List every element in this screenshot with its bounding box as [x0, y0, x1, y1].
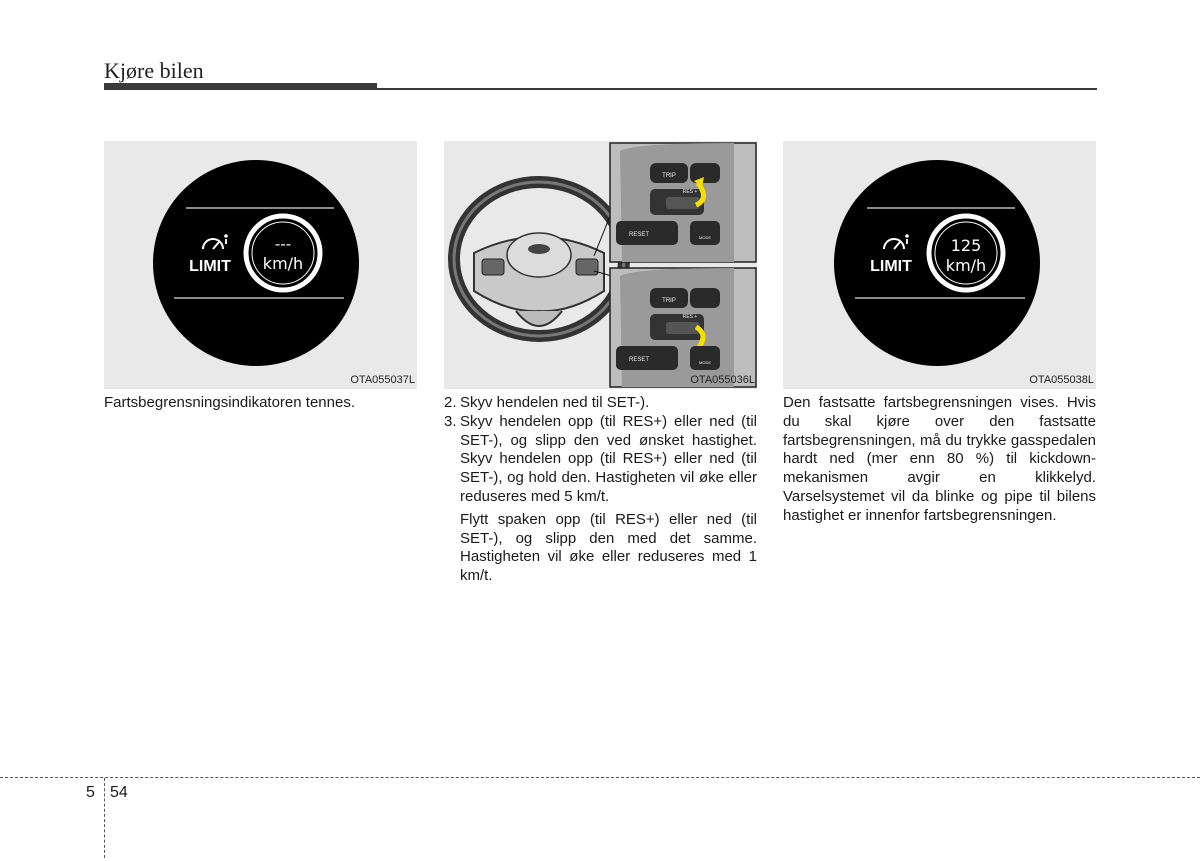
switch-inset-lower [610, 268, 756, 387]
limit-label: LIMIT [189, 258, 231, 275]
trip-button-label: TRIP [662, 173, 676, 179]
figure-steering-wheel [444, 141, 757, 389]
step-number: 2. [444, 394, 457, 411]
step-item [444, 394, 757, 413]
limit-speed-unit: km/h [945, 256, 987, 275]
description-text: Den fastsatte fartsbegrensningen vises. Hvis du skal kjøre over den fastsatte fartsbegrensningen, må du trykke gasspedalen hardt ned (mer enn 80 %) til kickdown-mekanismen avgir en klikkelyd. Varselsystemet vil da blinke og pipe til bilens hastighet er innenfor fartsbegrensningen. [783, 394, 1096, 524]
res-label-lower: RES + [682, 314, 698, 320]
page-number: 54 [110, 784, 128, 801]
trip-button-label-lower: TRIP [662, 298, 676, 304]
column-3-text [783, 394, 1096, 526]
mode-button-label-lower: MODE [699, 360, 711, 365]
step-subtext: Flytt spaken opp (til RES+) eller ned (til SET-), og slipp den med det samme. Hastigheten vil øke eller reduseres med 1 km/t. [460, 510, 757, 585]
reset-button-label: RESET [628, 232, 650, 238]
figure-limit-set [783, 141, 1096, 389]
switch-inset-upper [610, 143, 756, 262]
page-header-title: Kjøre bilen [104, 58, 204, 83]
footer-divider [0, 777, 1200, 778]
steering-wheel-icon [454, 182, 624, 336]
res-label: RES + [682, 189, 698, 195]
footer-vertical-divider [104, 778, 105, 858]
figure-code: OTA055036L [690, 374, 755, 386]
limit-speed-unit: km/h [262, 254, 304, 273]
cluster-display-illustration [783, 141, 1096, 389]
limit-speed-value: --- [274, 235, 292, 253]
step-item [444, 413, 757, 507]
mode-button-label: MODE [699, 235, 711, 240]
cluster-display-illustration [104, 141, 417, 389]
figure-code: OTA055037L [350, 374, 415, 386]
column-2-text [444, 394, 757, 586]
column-1-text [104, 394, 417, 413]
step-text: Skyv hendelen opp (til RES+) eller ned (til SET-), og slipp den ved ønsket hastighet. Skyv hendelen opp (til RES+) eller ned (til SET-), og hold den. Hastigheten vil øke eller reduseres med 5 km/t. [460, 412, 757, 505]
figure-limit-indicator [104, 141, 417, 389]
chapter-number: 5 [86, 784, 95, 801]
limit-label: LIMIT [870, 258, 912, 275]
steering-wheel-illustration [444, 141, 757, 389]
caption-text: Fartsbegrensningsindikatoren tennes. [104, 394, 355, 411]
limit-speed-value: 125 [950, 236, 982, 255]
reset-button-label-lower: RESET [628, 357, 650, 363]
header-rule [104, 88, 1097, 90]
step-text: Skyv hendelen ned til SET-). [460, 394, 650, 411]
figure-code: OTA055038L [1029, 374, 1094, 386]
step-number: 3. [444, 412, 457, 430]
